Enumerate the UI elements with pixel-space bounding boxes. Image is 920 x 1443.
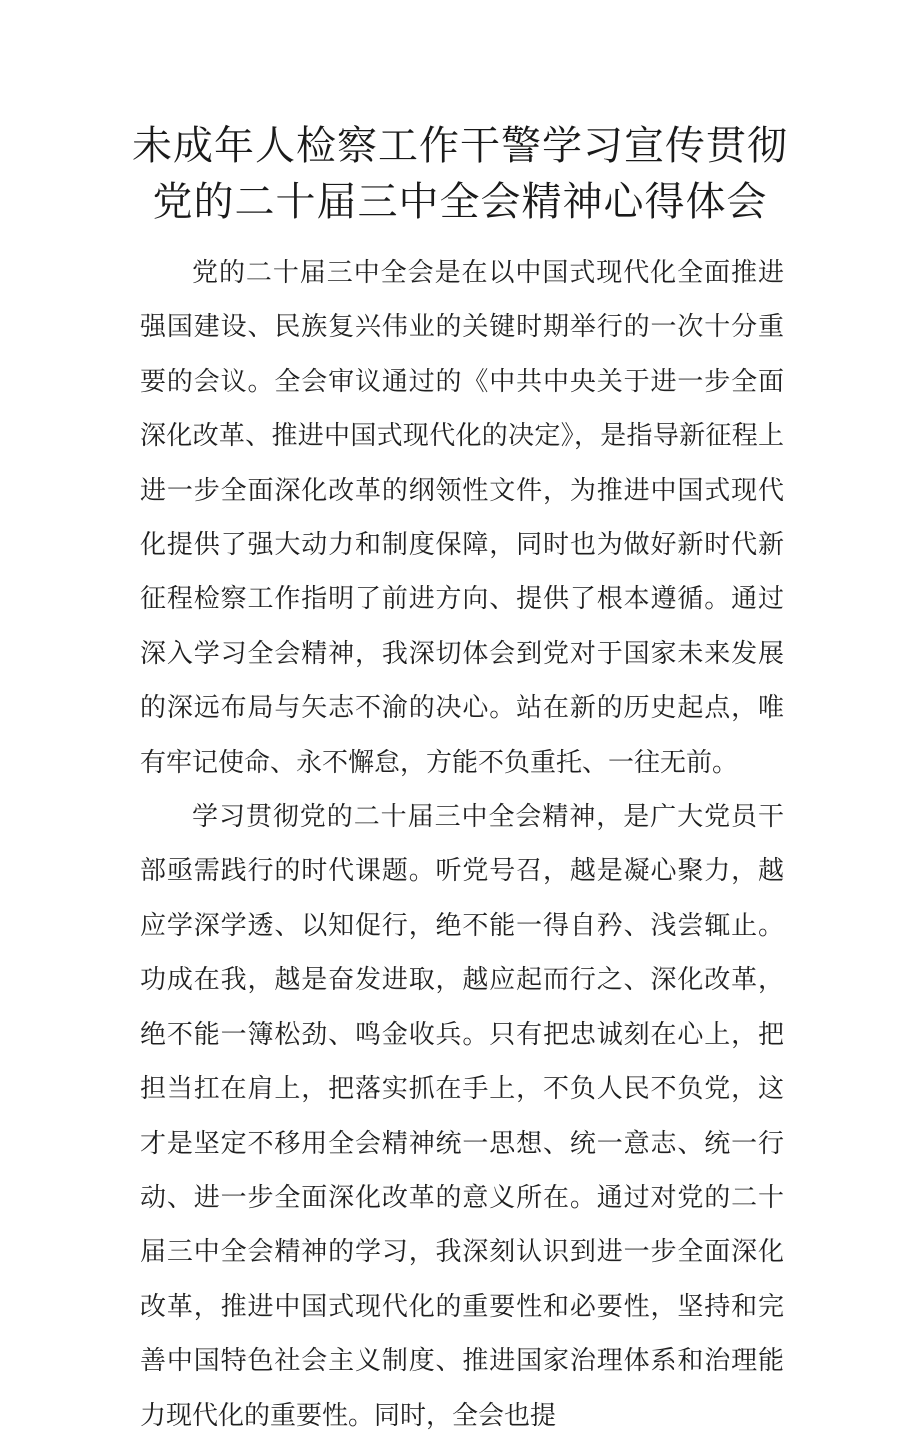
- paragraph-2: 学习贯彻党的二十届三中全会精神，是广大党员干部亟需践行的时代课题。听党号召，越是凝心聚力，越应学深学透、以知促行，绝不能一得自矜、浅尝辄止。功成在我，越是奋发进取，越应起而行之、深化改革，绝不能一簿松劲、鸣金收兵。只有把忠诚刻在心上，把担当扛在肩上，把落实抓在手上，不负人民不负党，这才是坚定不移用全会精神统一思想、统一意志、统一行动、进一步全面深化改革的意义所在。通过对党的二十届三中全会精神的学习，我深刻认识到进一步全面深化改革，推进中国式现代化的重要性和必要性，坚持和完善中国特色社会主义制度、推进国家治理体系和治理能力现代化的重要性。同时，全会也提: [140, 802, 784, 1431]
- document-body: [140, 246, 784, 1443]
- paragraph-1: 党的二十届三中全会是在以中国式现代化全面推进强国建设、民族复兴伟业的关键时期举行的一次十分重要的会议。全会审议通过的《中共中央关于进一步全面深化改革、推进中国式现代化的决定》，是指导新征程上进一步全面深化改革的纲领性文件，为推进中国式现代化提供了强大动力和制度保障，同时也为做好新时代新征程检察工作指明了前进方向、提供了根本遵循。通过深入学习全会精神，我深切体会到党对于国家未来发展的深远布局与矢志不渝的决心。站在新的历史起点，唯有牢记使命、永不懈怠，方能不负重托、一往无前。: [140, 258, 784, 778]
- document-title: 未成年人检察工作干警学习宣传贯彻党的二十届三中全会精神心得体会: [132, 123, 788, 225]
